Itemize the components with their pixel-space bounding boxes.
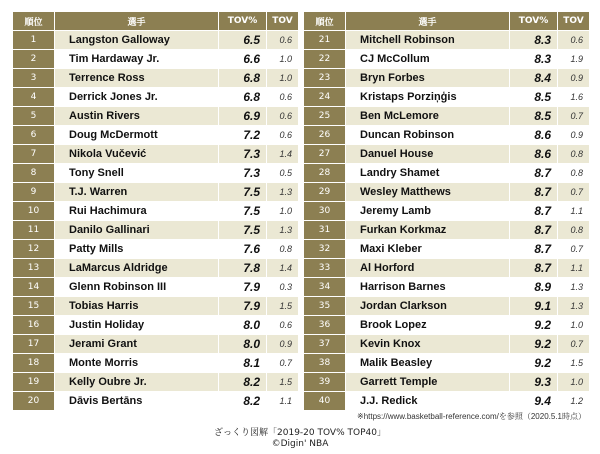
tov-pct-cell: 7.6 (219, 240, 267, 259)
table-header-row (304, 12, 590, 31)
player-name-cell: Langston Galloway (55, 31, 219, 50)
tov-cell: 1.0 (558, 316, 590, 335)
tov-cell: 1.9 (558, 50, 590, 69)
rank-cell: 23 (304, 69, 346, 88)
header-tov-pct: TOV% (219, 12, 267, 31)
rank-cell: 24 (304, 88, 346, 107)
tov-cell: 1.3 (558, 297, 590, 316)
tov-cell: 0.7 (558, 183, 590, 202)
rank-cell: 25 (304, 107, 346, 126)
player-name-cell: Terrence Ross (55, 69, 219, 88)
rank-cell: 40 (304, 392, 346, 411)
tov-pct-cell: 9.3 (510, 373, 558, 392)
tov-cell: 0.7 (558, 240, 590, 259)
header-tov: TOV (267, 12, 299, 31)
player-name-cell: Landry Shamet (346, 164, 510, 183)
player-name-cell: Patty Mills (55, 240, 219, 259)
rank-cell: 8 (13, 164, 55, 183)
tov-pct-cell: 8.0 (219, 316, 267, 335)
rank-cell: 29 (304, 183, 346, 202)
player-name-cell: Tobias Harris (55, 297, 219, 316)
table-row (13, 259, 299, 278)
tov-pct-cell: 8.7 (510, 240, 558, 259)
player-name-cell: Monte Morris (55, 354, 219, 373)
rank-cell: 32 (304, 240, 346, 259)
rank-cell: 28 (304, 164, 346, 183)
table-row (13, 107, 299, 126)
tov-cell: 0.9 (267, 335, 299, 354)
table-row (13, 354, 299, 373)
rank-cell: 37 (304, 335, 346, 354)
player-name-cell: Harrison Barnes (346, 278, 510, 297)
tov-pct-cell: 8.5 (510, 107, 558, 126)
tov-pct-cell: 8.5 (510, 88, 558, 107)
player-name-cell: CJ McCollum (346, 50, 510, 69)
table-row (304, 335, 590, 354)
table-row (304, 221, 590, 240)
player-name-cell: Kelly Oubre Jr. (55, 373, 219, 392)
player-name-cell: Derrick Jones Jr. (55, 88, 219, 107)
tov-pct-cell: 7.5 (219, 183, 267, 202)
tov-pct-cell: 9.4 (510, 392, 558, 411)
player-name-cell: Ben McLemore (346, 107, 510, 126)
tov-cell: 1.4 (267, 259, 299, 278)
source-note: ※https://www.basketball-reference.com/を参照（2020.5.1時点） (356, 412, 586, 421)
table-row (304, 50, 590, 69)
tov-cell: 0.8 (558, 164, 590, 183)
player-name-cell: Doug McDermott (55, 126, 219, 145)
player-name-cell: Kristaps Porziņģis (346, 88, 510, 107)
tov-cell: 1.3 (558, 278, 590, 297)
player-name-cell: Dāvis Bertāns (55, 392, 219, 411)
tov-cell: 1.1 (558, 259, 590, 278)
tov-pct-cell: 7.9 (219, 297, 267, 316)
tov-cell: 1.5 (267, 373, 299, 392)
tov-pct-cell: 7.8 (219, 259, 267, 278)
table-row (13, 145, 299, 164)
table-row (304, 183, 590, 202)
tov-cell: 0.6 (267, 126, 299, 145)
rank-cell: 14 (13, 278, 55, 297)
tov-pct-cell: 8.0 (219, 335, 267, 354)
tov-pct-cell: 8.7 (510, 183, 558, 202)
tov-cell: 1.0 (558, 373, 590, 392)
table-row (13, 392, 299, 411)
tov-cell: 1.3 (267, 183, 299, 202)
rank-cell: 27 (304, 145, 346, 164)
tov-cell: 0.6 (267, 107, 299, 126)
tov-pct-cell: 6.8 (219, 69, 267, 88)
table-row (13, 278, 299, 297)
rank-cell: 31 (304, 221, 346, 240)
table-row (304, 240, 590, 259)
rank-cell: 15 (13, 297, 55, 316)
tov-pct-cell: 8.9 (510, 278, 558, 297)
rank-cell: 22 (304, 50, 346, 69)
rank-cell: 1 (13, 31, 55, 50)
tov-cell: 0.8 (558, 145, 590, 164)
table-row (13, 126, 299, 145)
tov-cell: 0.6 (267, 88, 299, 107)
tov-pct-cell: 8.2 (219, 373, 267, 392)
table-row (304, 69, 590, 88)
table-body-left (13, 31, 299, 411)
rank-cell: 39 (304, 373, 346, 392)
tov-cell: 1.0 (267, 202, 299, 221)
tov-cell: 0.6 (558, 31, 590, 50)
table-row (304, 392, 590, 411)
rank-cell: 30 (304, 202, 346, 221)
tov-pct-cell: 8.7 (510, 221, 558, 240)
table-row (304, 316, 590, 335)
player-name-cell: Wesley Matthews (346, 183, 510, 202)
tov-pct-cell: 8.7 (510, 164, 558, 183)
player-name-cell: Garrett Temple (346, 373, 510, 392)
rank-cell: 12 (13, 240, 55, 259)
tov-cell: 1.3 (267, 221, 299, 240)
player-name-cell: LaMarcus Aldridge (55, 259, 219, 278)
tov-cell: 0.8 (267, 240, 299, 259)
player-name-cell: Duncan Robinson (346, 126, 510, 145)
rank-cell: 5 (13, 107, 55, 126)
player-name-cell: Rui Hachimura (55, 202, 219, 221)
tov-pct-cell: 7.3 (219, 145, 267, 164)
rank-cell: 2 (13, 50, 55, 69)
rank-cell: 6 (13, 126, 55, 145)
table-row (304, 88, 590, 107)
tov-cell: 1.5 (558, 354, 590, 373)
header-rank: 順位 (304, 12, 346, 31)
header-rank: 順位 (13, 12, 55, 31)
rank-cell: 35 (304, 297, 346, 316)
player-name-cell: Malik Beasley (346, 354, 510, 373)
table-row (13, 373, 299, 392)
tov-pct-cell: 8.7 (510, 259, 558, 278)
tov-pct-cell: 9.2 (510, 316, 558, 335)
rank-cell: 20 (13, 392, 55, 411)
tov-cell: 1.2 (558, 392, 590, 411)
tov-pct-cell: 6.5 (219, 31, 267, 50)
table-row (304, 126, 590, 145)
tov-cell: 0.6 (267, 31, 299, 50)
tov-cell: 1.0 (267, 50, 299, 69)
tov-pct-cell: 8.6 (510, 145, 558, 164)
rank-cell: 13 (13, 259, 55, 278)
table-row (304, 259, 590, 278)
rank-cell: 16 (13, 316, 55, 335)
table-row (304, 145, 590, 164)
table-row (304, 278, 590, 297)
rank-cell: 34 (304, 278, 346, 297)
tov-pct-cell: 8.6 (510, 126, 558, 145)
player-name-cell: Al Horford (346, 259, 510, 278)
player-name-cell: Danilo Gallinari (55, 221, 219, 240)
ranking-tables (12, 11, 588, 410)
table-row (13, 335, 299, 354)
tov-pct-cell: 7.9 (219, 278, 267, 297)
rank-cell: 9 (13, 183, 55, 202)
rank-cell: 11 (13, 221, 55, 240)
tov-cell: 0.8 (558, 221, 590, 240)
rank-cell: 4 (13, 88, 55, 107)
tov-cell: 1.5 (267, 297, 299, 316)
rank-cell: 19 (13, 373, 55, 392)
table-row (304, 354, 590, 373)
header-tov-pct: TOV% (510, 12, 558, 31)
table-row (13, 88, 299, 107)
tov-pct-cell: 7.5 (219, 221, 267, 240)
player-name-cell: Kevin Knox (346, 335, 510, 354)
tov-pct-cell: 6.9 (219, 107, 267, 126)
table-row (304, 164, 590, 183)
rank-cell: 7 (13, 145, 55, 164)
player-name-cell: Nikola Vučević (55, 145, 219, 164)
tov-cell: 1.6 (558, 88, 590, 107)
tov-cell: 1.4 (267, 145, 299, 164)
table-row (13, 183, 299, 202)
player-name-cell: Furkan Korkmaz (346, 221, 510, 240)
tov-pct-cell: 6.8 (219, 88, 267, 107)
player-name-cell: J.J. Redick (346, 392, 510, 411)
rank-cell: 10 (13, 202, 55, 221)
header-player: 選手 (346, 12, 510, 31)
rank-cell: 18 (13, 354, 55, 373)
rank-cell: 38 (304, 354, 346, 373)
tov-cell: 1.1 (267, 392, 299, 411)
table-header-row (13, 12, 299, 31)
caption-credit: ©Digin' NBA (271, 439, 329, 449)
rank-cell: 17 (13, 335, 55, 354)
tov-cell: 0.9 (558, 69, 590, 88)
table-row (13, 50, 299, 69)
table-row (304, 107, 590, 126)
player-name-cell: Maxi Kleber (346, 240, 510, 259)
tov-pct-cell: 8.7 (510, 202, 558, 221)
table-row (304, 31, 590, 50)
ranking-table-left (12, 11, 299, 411)
table-row (304, 202, 590, 221)
table-row (13, 69, 299, 88)
tov-cell: 0.7 (558, 335, 590, 354)
tov-pct-cell: 8.3 (510, 50, 558, 69)
rank-cell: 21 (304, 31, 346, 50)
tov-pct-cell: 8.1 (219, 354, 267, 373)
tov-pct-cell: 7.5 (219, 202, 267, 221)
rank-cell: 3 (13, 69, 55, 88)
table-row (13, 202, 299, 221)
tov-cell: 0.9 (558, 126, 590, 145)
player-name-cell: Austin Rivers (55, 107, 219, 126)
player-name-cell: Glenn Robinson III (55, 278, 219, 297)
header-player: 選手 (55, 12, 219, 31)
tov-pct-cell: 8.4 (510, 69, 558, 88)
player-name-cell: Tim Hardaway Jr. (55, 50, 219, 69)
tov-cell: 0.6 (267, 316, 299, 335)
rank-cell: 26 (304, 126, 346, 145)
player-name-cell: T.J. Warren (55, 183, 219, 202)
table-row (13, 240, 299, 259)
tov-cell: 0.7 (558, 107, 590, 126)
player-name-cell: Danuel House (346, 145, 510, 164)
player-name-cell: Jeremy Lamb (346, 202, 510, 221)
tov-pct-cell: 7.2 (219, 126, 267, 145)
table-row (13, 221, 299, 240)
header-tov: TOV (558, 12, 590, 31)
table-row (13, 297, 299, 316)
player-name-cell: Tony Snell (55, 164, 219, 183)
table-row (13, 164, 299, 183)
tov-pct-cell: 8.3 (510, 31, 558, 50)
rank-cell: 36 (304, 316, 346, 335)
ranking-table-right (303, 11, 590, 411)
tov-cell: 0.5 (267, 164, 299, 183)
player-name-cell: Jordan Clarkson (346, 297, 510, 316)
tov-cell: 0.7 (267, 354, 299, 373)
player-name-cell: Bryn Forbes (346, 69, 510, 88)
player-name-cell: Mitchell Robinson (346, 31, 510, 50)
table-body-right (304, 31, 590, 411)
table-row (13, 31, 299, 50)
tov-pct-cell: 9.2 (510, 354, 558, 373)
player-name-cell: Brook Lopez (346, 316, 510, 335)
tov-cell: 0.3 (267, 278, 299, 297)
tov-pct-cell: 9.1 (510, 297, 558, 316)
tov-pct-cell: 6.6 (219, 50, 267, 69)
table-row (13, 316, 299, 335)
player-name-cell: Jerami Grant (55, 335, 219, 354)
tov-pct-cell: 7.3 (219, 164, 267, 183)
table-row (304, 297, 590, 316)
tov-cell: 1.1 (558, 202, 590, 221)
player-name-cell: Justin Holiday (55, 316, 219, 335)
tov-cell: 1.0 (267, 69, 299, 88)
tov-pct-cell: 8.2 (219, 392, 267, 411)
tov-pct-cell: 9.2 (510, 335, 558, 354)
rank-cell: 33 (304, 259, 346, 278)
caption-title: ざっくり図解「2019-20 TOV% TOP40」 (214, 428, 386, 438)
table-row (304, 373, 590, 392)
